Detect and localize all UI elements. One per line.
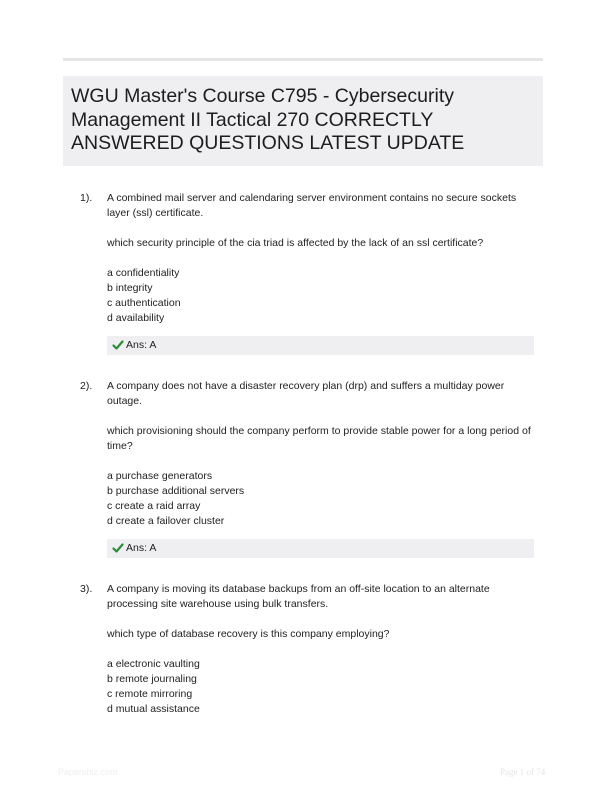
document-title: WGU Master's Course C795 - Cybersecurity Management II Tactical 270 CORRECTLY ANSWERED QUESTIONS LATEST UPDATE (71, 85, 465, 154)
answer-text: Ans: A (126, 339, 157, 351)
option-d: d create a failover cluster (107, 515, 225, 527)
checkmark-icon (112, 542, 124, 554)
option-c: c authentication (107, 297, 181, 309)
question-prompt: A combined mail server and calendaring server environment contains no secure sockets layer (ssl) certificate. (107, 192, 517, 219)
question-number: 3). (80, 583, 93, 595)
question-number: 1). (80, 192, 93, 204)
checkmark-icon (112, 339, 124, 351)
question-body (107, 379, 537, 529)
question-text: which security principle of the cia triad is affected by the lack of an ssl certificate? (107, 237, 484, 249)
footer-site-watermark: Papersbiz.com (58, 767, 118, 777)
option-d: d mutual assistance (107, 703, 200, 715)
option-a: a electronic vaulting (107, 658, 200, 670)
question-text: which type of database recovery is this company employing? (107, 628, 390, 640)
question-prompt: A company does not have a disaster recovery plan (drp) and suffers a multiday power outage. (107, 380, 505, 407)
option-b: b integrity (107, 282, 153, 294)
top-divider (63, 58, 543, 61)
option-b: b remote journaling (107, 673, 197, 685)
option-d: d availability (107, 312, 165, 324)
answer-box (107, 539, 534, 558)
option-a: a confidentiality (107, 267, 180, 279)
answer-text: Ans: A (126, 542, 157, 554)
option-c: c remote mirroring (107, 688, 193, 700)
option-b: b purchase additional servers (107, 485, 245, 497)
question-text: which provisioning should the company perform to provide stable power for a long period of time? (107, 425, 531, 452)
question-prompt: A company is moving its database backups from an off-site location to an alternate processing site warehouse using bulk transfers. (107, 583, 490, 610)
answer-box (107, 336, 534, 355)
question-body (107, 191, 537, 326)
title-banner (63, 76, 543, 166)
option-a: a purchase generators (107, 470, 213, 482)
option-c: c create a raid array (107, 500, 201, 512)
footer-page-number: Page 1 of 74 (500, 767, 546, 777)
question-body (107, 582, 537, 717)
question-number: 2). (80, 380, 93, 392)
